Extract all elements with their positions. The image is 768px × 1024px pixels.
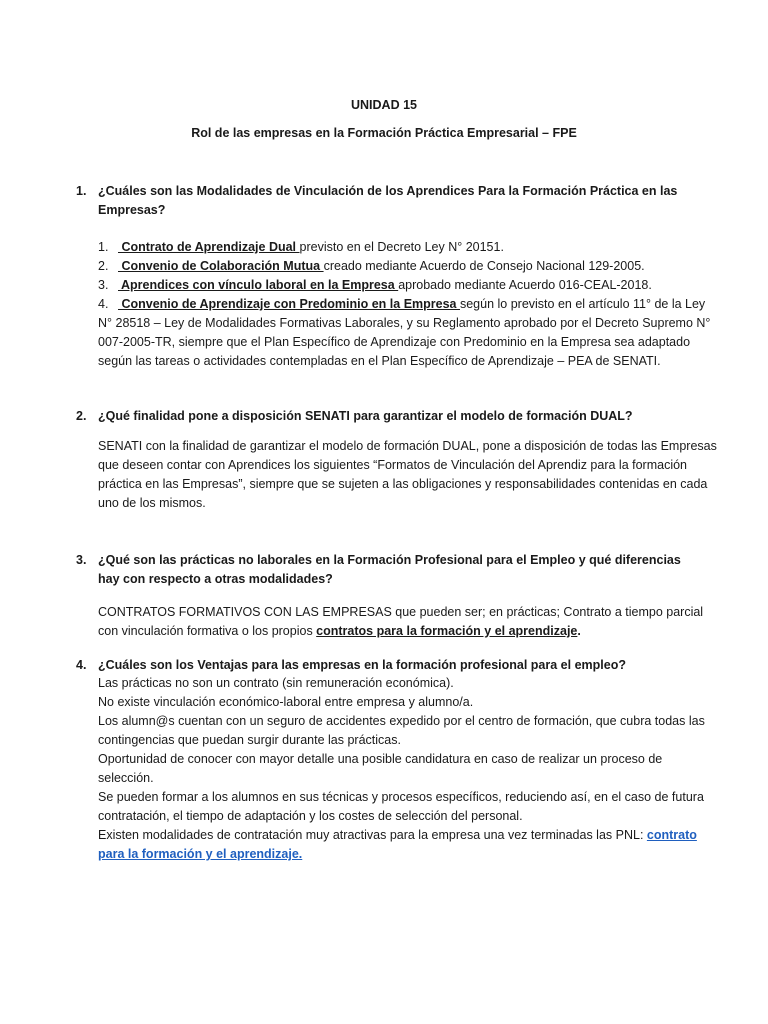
- question-text: ¿Cuáles son los Ventajas para las empresas en la formación profesional para el empleo?: [98, 658, 626, 672]
- item-description: previsto en el Decreto Ley N° 20151.: [299, 240, 504, 254]
- advantage-line: Los alumn@s cuentan con un seguro de accidentes expedido por el centro de formación, que cubra todas las contingencias que puedan surgir durante las prácticas.: [98, 714, 705, 747]
- question-number: 2.: [76, 409, 87, 423]
- question-2: [76, 407, 716, 426]
- question-3: [76, 551, 716, 589]
- modalities-list: [98, 238, 718, 371]
- list-item: [98, 238, 718, 257]
- list-item: [98, 295, 718, 371]
- item-title: Aprendices con vínculo laboral en la Empresa: [118, 278, 399, 292]
- advantage-text: Existen modalidades de contratación muy atractivas para la empresa una vez terminadas las PNL:: [98, 828, 647, 842]
- item-number: 1.: [98, 240, 109, 254]
- question-text-line-1: ¿Qué son las prácticas no laborales en la Formación Profesional para el Empleo y qué diferencias: [98, 553, 681, 567]
- answer-2: [98, 437, 718, 513]
- question-text: ¿Cuáles son las Modalidades de Vinculación de los Aprendices Para la Formación Práctica en las Empresas?: [98, 184, 678, 217]
- question-number: 4.: [76, 658, 87, 672]
- advantage-line: No existe vinculación económico-laboral entre empresa y alumno/a.: [98, 695, 474, 709]
- question-text-line-2: hay con respecto a otras modalidades?: [98, 572, 333, 586]
- item-number: 3.: [98, 278, 109, 292]
- list-item: [98, 257, 718, 276]
- unit-title: UNIDAD 15: [351, 98, 417, 112]
- advantage-line-last: [98, 826, 718, 864]
- question-1: [76, 182, 716, 220]
- question-text: ¿Qué finalidad pone a disposición SENATI para garantizar el modelo de formación DUAL?: [98, 409, 633, 423]
- answer-4: [98, 674, 718, 864]
- question-number: 3.: [76, 553, 87, 567]
- question-4: [76, 656, 716, 675]
- item-number: 2.: [98, 259, 109, 273]
- item-number: 4.: [98, 297, 109, 311]
- advantage-line: Se pueden formar a los alumnos en sus técnicas y procesos específicos, reduciendo así, en el caso de futura contratación, el tiempo de adaptación y los costes de selección del personal.: [98, 790, 704, 823]
- answer-text: CONTRATOS FORMATIVOS CON LAS EMPRESAS que pueden ser; en prácticas; Contrato a tiempo parcial con vinculación formativa o los propios: [98, 605, 704, 638]
- item-title: Convenio de Aprendizaje con Predominio en la Empresa: [118, 297, 460, 311]
- list-item: [98, 276, 718, 295]
- item-description: aprobado mediante Acuerdo 016-CEAL-2018.: [398, 278, 652, 292]
- question-number: 1.: [76, 184, 87, 198]
- document-subtitle: Rol de las empresas en la Formación Práctica Empresarial – FPE: [191, 126, 577, 140]
- answer-end: .: [577, 624, 581, 638]
- answer-emphasis: contratos para la formación y el aprendizaje: [316, 624, 578, 638]
- answer-3: [98, 603, 718, 641]
- item-title: Contrato de Aprendizaje Dual: [118, 240, 300, 254]
- contract-link[interactable]: contrato para la formación y el aprendizaje.: [98, 828, 697, 861]
- item-description: creado mediante Acuerdo de Consejo Nacional 129-2005.: [323, 259, 645, 273]
- advantage-line: Las prácticas no son un contrato (sin remuneración económica).: [98, 676, 454, 690]
- advantage-line: Oportunidad de conocer con mayor detalle una posible candidatura en caso de realizar un proceso de selección.: [98, 752, 663, 785]
- answer-text: SENATI con la finalidad de garantizar el modelo de formación DUAL, pone a disposición de todas las Empresas que deseen contar con Aprendices los siguientes “Formatos de Vinculación del Aprendiz para la formación práctica en las Empresas”, siempre que se sujeten a las obligaciones y responsabilidades contenidas en cada uno de los mismos.: [98, 439, 717, 510]
- item-title: Convenio de Colaboración Mutua: [118, 259, 324, 273]
- item-description: según lo previsto en el artículo 11° de la Ley N° 28518 – Ley de Modalidades Formativas Laborales, y su Reglamento aprobado por el Decreto Supremo N° 007-2005-TR, siempre que el Plan Específico de Aprendizaje con Predominio en la Empresa sea adaptado según las tareas o actividades contempladas en el Plan Específico de Aprendizaje – PEA de SENATI.: [98, 297, 711, 368]
